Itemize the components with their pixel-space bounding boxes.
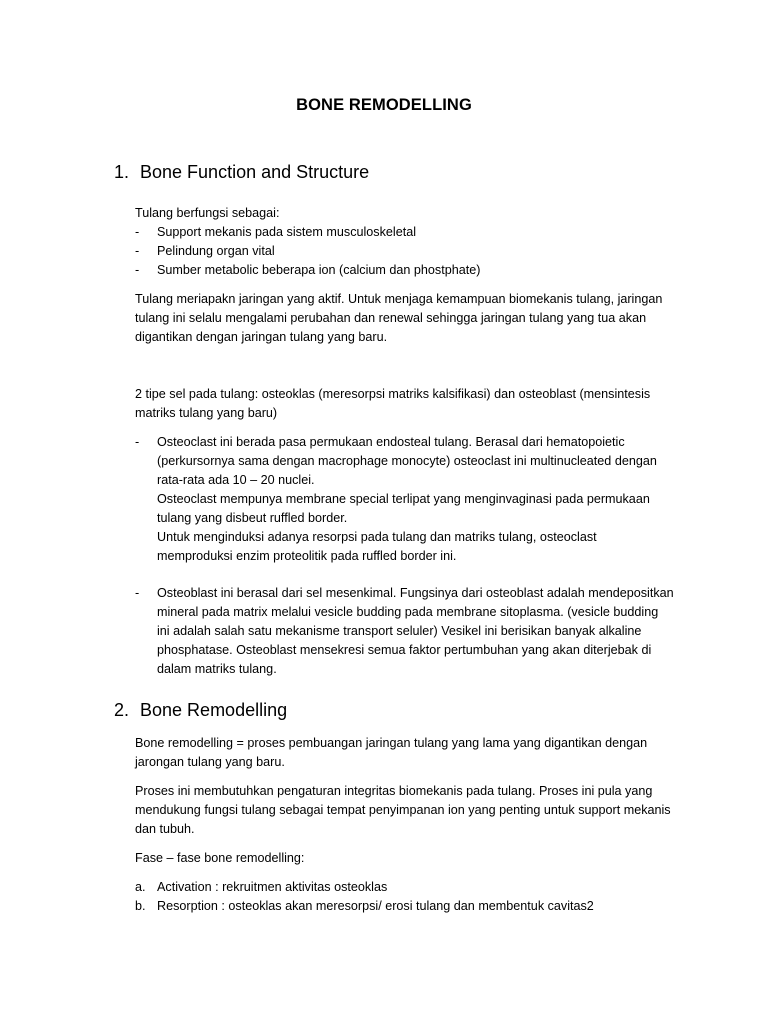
paragraph-line: digantikan dengan jaringan tulang yang baru. bbox=[135, 330, 388, 344]
function-item: Pelindung organ vital bbox=[157, 244, 275, 258]
osteoblast-line: phosphatase. Osteoblast mensekresi semua faktor pertumbuhan yang akan diterjebak di bbox=[157, 643, 652, 657]
section-1-title: Bone Function and Structure bbox=[140, 162, 370, 182]
osteoclast-line: memproduksi enzim proteolitik pada ruffled border ini. bbox=[157, 549, 457, 563]
phase-item: Resorption : osteoklas akan meresorpsi/ erosi tulang dan membentuk cavitas2 bbox=[157, 899, 594, 913]
osteoblast-line: Osteoblast ini berasal dari sel mesenkimal. Fungsinya dari osteoblast adalah mendepositkan bbox=[157, 586, 674, 600]
paragraph-line: 2 tipe sel pada tulang: osteoklas (meresorpsi matriks kalsifikasi) dan osteoblast (mensintesis bbox=[135, 387, 651, 401]
paragraph-line: tulang ini selalu mengalami perubahan dan renewal sehingga jaringan tulang yang tua akan bbox=[135, 311, 647, 325]
osteoblast-line: mineral pada matrix melalui vesicle budding pada membrane sitoplasma. (vesicle budding bbox=[157, 605, 659, 619]
osteoblast-line: ini adalah salah satu mekanisme transport seluler) Vesikel ini berisikan banyak alkaline bbox=[157, 624, 642, 638]
function-item: Sumber metabolic beberapa ion (calcium dan phostphate) bbox=[157, 263, 481, 277]
osteoclast-line: rata-rata ada 10 – 20 nuclei. bbox=[157, 473, 315, 487]
osteoclast-line: Untuk menginduksi adanya resorpsi pada tulang dan matriks tulang, osteoclast bbox=[157, 530, 597, 544]
phase-item: Activation : rekruitmen aktivitas osteoklas bbox=[157, 880, 388, 894]
list-marker: - bbox=[135, 263, 140, 277]
paragraph-line: mendukung fungsi tulang sebagai tempat penyimpanan ion yang penting untuk support mekanis bbox=[135, 803, 671, 817]
paragraph-line: matriks tulang yang baru) bbox=[135, 406, 278, 420]
phases-intro: Fase – fase bone remodelling: bbox=[135, 851, 305, 865]
osteoclast-line: Osteoclast mempunya membrane special terlipat yang menginvaginasi pada permukaan bbox=[157, 492, 650, 506]
paragraph-line: jarongan tulang yang baru. bbox=[135, 755, 285, 769]
list-marker: - bbox=[135, 435, 140, 449]
osteoclast-line: tulang yang disbeut ruffled border. bbox=[157, 511, 348, 525]
document-title: BONE REMODELLING bbox=[296, 96, 472, 114]
list-marker: - bbox=[135, 225, 140, 239]
section-2-heading bbox=[114, 700, 287, 721]
list-marker: - bbox=[135, 586, 140, 600]
function-item: Support mekanis pada sistem musculoskeletal bbox=[157, 225, 416, 239]
list-marker: a. bbox=[135, 880, 146, 894]
osteoclast-line: Osteoclast ini berada pasa permukaan endosteal tulang. Berasal dari hematopoietic bbox=[157, 435, 625, 449]
paragraph-line: Proses ini membutuhkan pengaturan integritas biomekanis pada tulang. Proses ini pula yang bbox=[135, 784, 653, 798]
section-1-heading bbox=[114, 162, 369, 183]
section-2-title: Bone Remodelling bbox=[140, 700, 288, 720]
paragraph-line: Tulang meriapakn jaringan yang aktif. Untuk menjaga kemampuan biomekanis tulang, jaringan bbox=[135, 292, 663, 306]
section-2-number: 2. bbox=[114, 700, 130, 720]
paragraph-line: Bone remodelling = proses pembuangan jaringan tulang yang lama yang digantikan dengan bbox=[135, 736, 648, 750]
list-marker: - bbox=[135, 244, 140, 258]
osteoclast-line: (perkursornya sama dengan macrophage monocyte) osteoclast ini multinucleated dengan bbox=[157, 454, 657, 468]
functions-intro: Tulang berfungsi sebagai: bbox=[135, 206, 280, 220]
paragraph-line: dan tubuh. bbox=[135, 822, 195, 836]
list-marker: b. bbox=[135, 899, 146, 913]
osteoblast-line: dalam matriks tulang. bbox=[157, 662, 277, 676]
section-1-number: 1. bbox=[114, 162, 130, 182]
